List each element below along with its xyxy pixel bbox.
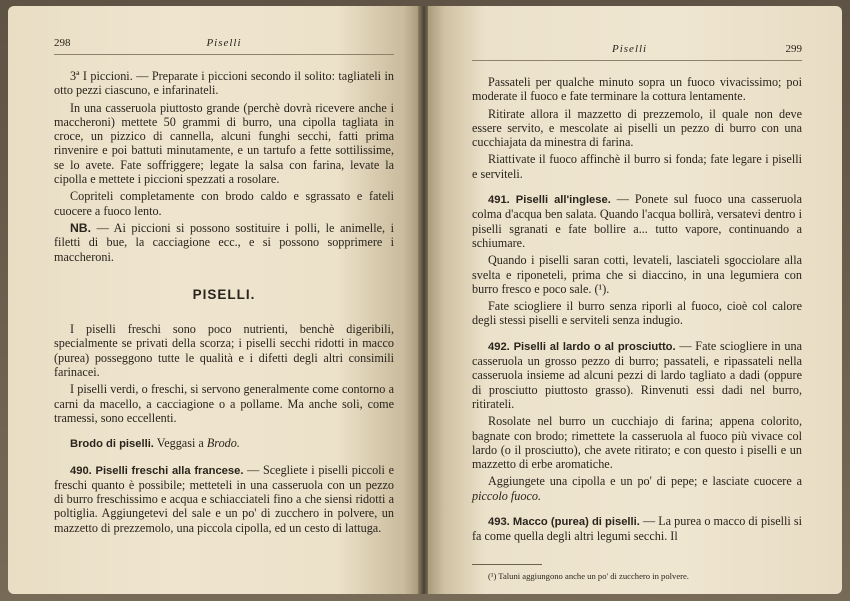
running-title: Piselli	[206, 37, 242, 49]
recipe-title: 493. Macco (purea) di piselli.	[488, 516, 640, 529]
recipe-text: — Fate sciogliere in una casseruola un grosso pezzo di burro; passateli, e ripassateli nella casseruola insieme ad alcuni pezzi di lardo tagliato a dadi (oppure di prosciutto piuttosto grasso). Rinvenuti essi dadi nel burro, ritirateli.	[472, 338, 802, 411]
cross-reference	[54, 436, 394, 451]
paragraph: I piselli freschi sono poco nutrienti, benchè digeribili, specialmente se privati della scorza; i piselli secchi ridotti in macco (purea) posseggono tutte le qualità e i difetti degli altri consimili farinacei.	[54, 322, 394, 380]
nb-text: — Ai piccioni si possono sostituire i polli, le animelle, i filetti di bue, la cacciagione ecc., e si possono sopprimere i maccheroni.	[54, 220, 394, 264]
paragraph: In una casseruola piuttosto grande (perchè dovrà ricevere anche i maccheroni) mettete 50 grammi di burro, una cipolla tagliata in croce, un pizzico di cannella, alcuni funghi secchi, fatti prima rinvenire e poi battuti minutamente, e un tartufo a fette sottilissime, se lo avete. Fate soffriggere; legate la salsa con farina, levate la cipolla e mettete i piccioni spezzati a rosolare.	[54, 100, 394, 187]
recipe-title: 491. Piselli all'inglese.	[488, 194, 611, 207]
left-page	[8, 6, 420, 594]
running-head	[472, 42, 802, 61]
running-head	[54, 36, 394, 55]
footnote: (¹) Taluni aggiungono anche un po' di zucchero in polvere.	[488, 570, 689, 581]
brodo-text: Veggasi a	[153, 436, 207, 451]
recipe-title: 492. Piselli al lardo o al prosciutto.	[488, 340, 676, 353]
brodo-ref: Brodo.	[206, 436, 240, 451]
recipe-493	[472, 514, 802, 544]
brodo-label: Brodo di piselli.	[70, 438, 154, 451]
paragraph: Riattivate il fuoco affinchè il burro si fonda; fate legare i piselli e serviteli.	[472, 152, 802, 181]
page-number: 298	[54, 37, 71, 49]
recipe-492	[472, 339, 802, 411]
nb-label: NB.	[70, 220, 91, 235]
recipe-490	[54, 463, 394, 535]
recipe-text: — La purea o macco di piselli si fa come quella degli altri legumi secchi. Il	[472, 514, 802, 544]
running-title: Piselli	[612, 43, 648, 55]
paragraph: Ritirate allora il mazzetto di prezzemolo, il quale non deve essere servito, e mescolate ai piselli un pezzo di burro con una cucchiajata da minestra di farina.	[472, 106, 802, 150]
paragraph: Rosolate nel burro un cucchiajo di farina; appena colorito, bagnate con brodo; rimettete la casseruola al fuoco più vivace col lardo (o il prosciutto), che avete ritirato; e con questo i piselli e un mazzetto di erbe aromatiche.	[472, 414, 802, 472]
footnote-rule	[472, 564, 542, 565]
paragraph: Quando i piselli saran cotti, levateli, lasciateli sgocciolare alla svelta e riponeteli, prima che si diaccino, in una legumiera con burro fresco e poco sale. (¹).	[472, 253, 802, 296]
recipe-491	[472, 192, 802, 250]
recipe-title: 490. Piselli freschi alla francese.	[70, 464, 244, 477]
paragraph	[472, 474, 802, 503]
recipe-text: — Ponete sul fuoco una casseruola colma d'acqua ben salata. Quando l'acqua bollirà, versatevi dentro i piselli sgranati e fate bollire a... tutto vapore, continuando a schiumare.	[472, 192, 802, 250]
paragraph: Fate sciogliere il burro senza riporli al fuoco, cioè col calore degli stessi piselli e serviteli senza indugio.	[472, 299, 802, 328]
paragraph: Passateli per qualche minuto sopra un fuoco vivacissimo; poi moderate il fuoco e fate terminare la cottura lentamente.	[472, 75, 802, 104]
page-number: 299	[785, 43, 802, 55]
paragraph: 3ª I piccioni. — Preparate i piccioni secondo il solito: tagliateli in otto pezzi ciascuno, e infarinateli.	[54, 69, 394, 98]
recipe-text: — Scegliete i piselli piccoli e freschi quanto è possibile; metteteli in una casseruola con un pezzo di burro freschissimo e acqua e schiacciateli fino a che siensi ridotti a poltiglia. Aggiungetevi del sale e un po' di zucchero in polvere, un mazzetto di prezzemolo, una piccola cipolla, ed un cesto di lattuga.	[54, 462, 395, 535]
paragraph-text: Aggiungete una cipolla e un po' di pepe; e lasciate cuocere a	[488, 474, 802, 489]
paragraph: Copriteli completamente con brodo caldo e sgrassato e fateli cuocere a fuoco lento.	[54, 189, 394, 218]
nota-bene	[54, 221, 394, 264]
right-page	[428, 6, 842, 594]
italic-phrase: piccolo fuoco.	[472, 488, 542, 503]
paragraph: I piselli verdi, o freschi, si servono generalmente come contorno a carni da macello, a cacciagione o a pollame. Ma anche soli, come tramessi, sono eccellenti.	[54, 382, 394, 425]
section-heading: PISELLI.	[192, 286, 256, 302]
